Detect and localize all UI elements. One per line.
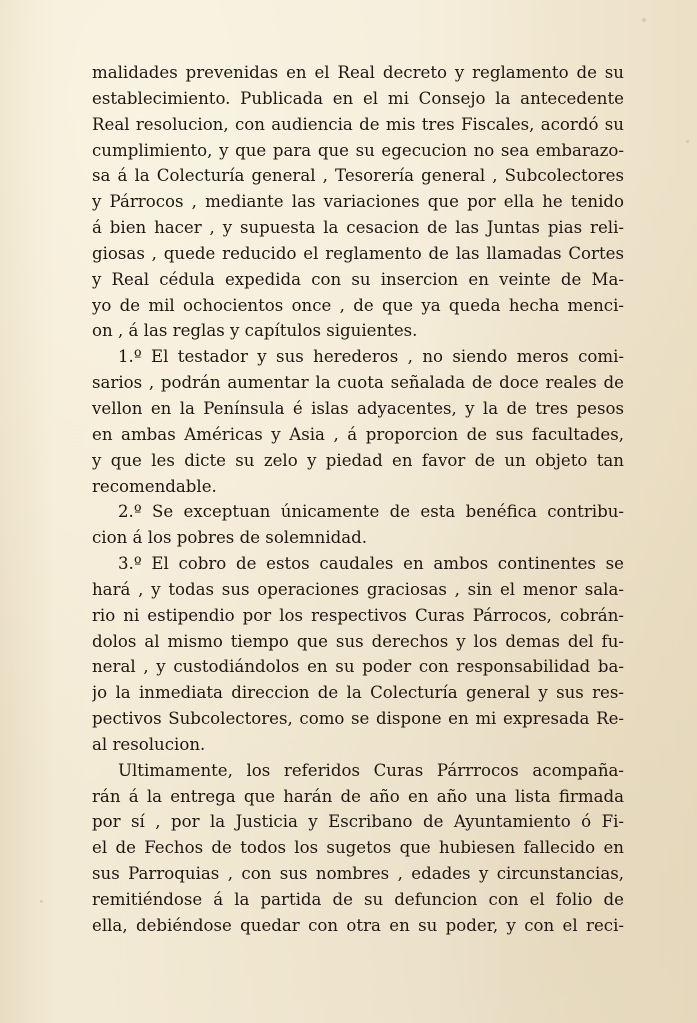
paper-stain: [686, 140, 689, 143]
paper-stain: [642, 18, 646, 22]
text-line: al resolucion.: [92, 734, 206, 754]
text-line: yo de mil ochocientos once , de que ya queda hecha menci-: [92, 295, 624, 315]
text-line: y Real cédula expedida con su insercion en veinte de Ma-: [92, 269, 624, 289]
text-line: rán á la entrega que harán de año en año una lista firmada: [92, 786, 624, 806]
paper-stain: [40, 900, 43, 903]
text-line: por sí , por la Justicia y Escribano de Ayuntamiento ó Fi-: [92, 812, 624, 832]
text-line: Real resolucion, con audiencia de mis tres Fiscales, acordó su: [92, 114, 624, 134]
text-line: cion á los pobres de solemnidad.: [92, 528, 368, 548]
text-line: dolos al mismo tiempo que sus derechos y los demas del fu-: [92, 631, 624, 651]
text-line: cumplimiento, y que para que su egecucion no sea embarazo-: [92, 140, 624, 160]
text-line: Ultimamente, los referidos Curas Párrrocos acompaña-: [118, 760, 624, 780]
text-line: recomendable.: [92, 476, 217, 496]
text-line: á bien hacer , y supuesta la cesacion de las Juntas pias reli-: [92, 218, 624, 238]
text-line: pectivos Subcolectores, como se dispone en mi expresada Re-: [92, 709, 624, 729]
text-line: ella, debiéndose quedar con otra en su poder, y con el reci-: [92, 915, 624, 935]
text-line: vellon en la Península é islas adyacentes, y la de tres pesos: [92, 398, 624, 418]
text-line: rio ni estipendio por los respectivos Curas Párrocos, cobrán-: [92, 605, 624, 625]
text-line: el de Fechos de todos los sugetos que hubiesen fallecido en: [92, 838, 624, 858]
text-line: jo la inmediata direccion de la Colecturía general y sus res-: [92, 683, 624, 703]
text-line: sa á la Colecturía general , Tesorería general , Subcolectores: [92, 166, 624, 186]
text-line: 1.º El testador y sus herederos , no siendo meros comi-: [118, 347, 624, 367]
text-line: 2.º Se exceptuan únicamente de esta benéfica contribu-: [118, 502, 624, 522]
text-line: y que les dicte su zelo y piedad en favor de un objeto tan: [92, 450, 624, 470]
text-line: giosas , quede reducido el reglamento de las llamadas Cortes: [92, 243, 624, 263]
text-line: sus Parroquias , con sus nombres , edades y circunstancias,: [92, 864, 624, 884]
text-line: malidades prevenidas en el Real decreto y reglamento de su: [92, 63, 624, 82]
text-line: sarios , podrán aumentar la cuota señalada de doce reales de: [92, 373, 624, 393]
page-text: [92, 60, 624, 939]
text-line: 3.º El cobro de estos caudales en ambos continentes se: [118, 554, 624, 574]
text-line: y Párrocos , mediante las variaciones que por ella he tenido: [92, 192, 624, 212]
text-line: establecimiento. Publicada en el mi Consejo la antecedente: [92, 88, 624, 108]
text-line: neral , y custodiándolos en su poder con responsabilidad ba-: [92, 657, 624, 677]
text-line: remitiéndose á la partida de su defuncion con el folio de: [92, 890, 624, 909]
text-line: on , á las reglas y capítulos siguientes.: [92, 321, 418, 341]
text-line: en ambas Américas y Asia , á proporcion de sus facultades,: [92, 424, 624, 444]
text-line: hará , y todas sus operaciones graciosas , sin el menor sala-: [92, 579, 624, 599]
